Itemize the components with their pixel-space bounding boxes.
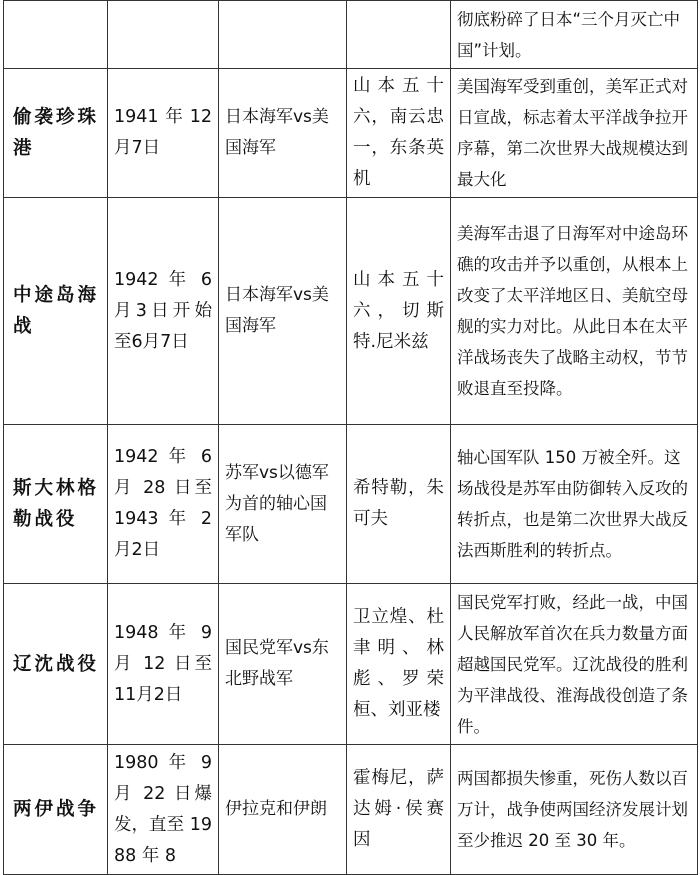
battle-name-cell: 两伊战争: [4, 745, 108, 875]
impact-cell: 美海军击退了日海军对中途岛环礁的攻击并予以重创，从根本上改变了太平洋地区日、美航空母舰的实力对比。从此日本在太平洋战场丧失了战略主动权，节节败退直至投降。: [451, 198, 698, 425]
date-cell: 1942 年 6 月3日开始至6月7日: [108, 198, 219, 425]
date-cell: 1948 年 9 月 12 日至 11月2日: [108, 584, 219, 745]
impact-cell: 彻底粉碎了日本“三个月灭亡中国”计划。: [451, 1, 698, 69]
date-cell: 1942 年 6 月 28 日至 1943 年 2 月2日: [108, 425, 219, 584]
date-cell: 1980 年 9 月 22 日爆发，直至 1988 年 8: [108, 745, 219, 875]
battles-table: [3, 0, 698, 875]
parties-cell: 苏军vs以德军为首的轴心国军队: [219, 425, 347, 584]
battle-name-cell: 斯大林格勒战役: [4, 425, 108, 584]
battle-name-cell: 中途岛海战: [4, 198, 108, 425]
date-cell: 1941年12月7日: [108, 69, 219, 198]
battle-name-cell: 偷袭珍珠港: [4, 69, 108, 198]
table-row: [4, 425, 698, 584]
table-row: [4, 198, 698, 425]
commanders-cell: 希特勒，朱可夫: [347, 425, 451, 584]
parties-cell: 国民党军vs东北野战军: [219, 584, 347, 745]
commanders-cell: 山本五十六，南云忠一，东条英机: [347, 69, 451, 198]
table-row: [4, 69, 698, 198]
commanders-cell: 山本五十六，切斯特.尼米兹: [347, 198, 451, 425]
impact-cell: 两国都损失惨重，死伤人数以百万计，战争使两国经济发展计划至少推迟 20 至 30 年。: [451, 745, 698, 875]
impact-cell: 美国海军受到重创，美军正式对日宣战，标志着太平洋战争拉开序幕，第二次世界大战规模达到最大化: [451, 69, 698, 198]
table-row: [4, 1, 698, 69]
parties-cell: [219, 1, 347, 69]
battle-name-cell: [4, 1, 108, 69]
battle-name-cell: 辽沈战役: [4, 584, 108, 745]
parties-cell: 日本海军vs美国海军: [219, 198, 347, 425]
table-row: [4, 745, 698, 875]
commanders-cell: 卫立煌、杜聿明、林彪、罗荣桓、刘亚楼: [347, 584, 451, 745]
impact-cell: 轴心国军队 150 万被全歼。这场战役是苏军由防御转入反攻的转折点，也是第二次世界大战反法西斯胜利的转折点。: [451, 425, 698, 584]
impact-cell: 国民党军打败，经此一战，中国人民解放军首次在兵力数量方面超越国民党军。辽沈战役的胜利为平津战役、淮海战役创造了条件。: [451, 584, 698, 745]
parties-cell: 伊拉克和伊朗: [219, 745, 347, 875]
commanders-cell: 霍梅尼，萨达姆·侯赛因: [347, 745, 451, 875]
date-cell: [108, 1, 219, 69]
commanders-cell: [347, 1, 451, 69]
parties-cell: 日本海军vs美国海军: [219, 69, 347, 198]
table-row: [4, 584, 698, 745]
